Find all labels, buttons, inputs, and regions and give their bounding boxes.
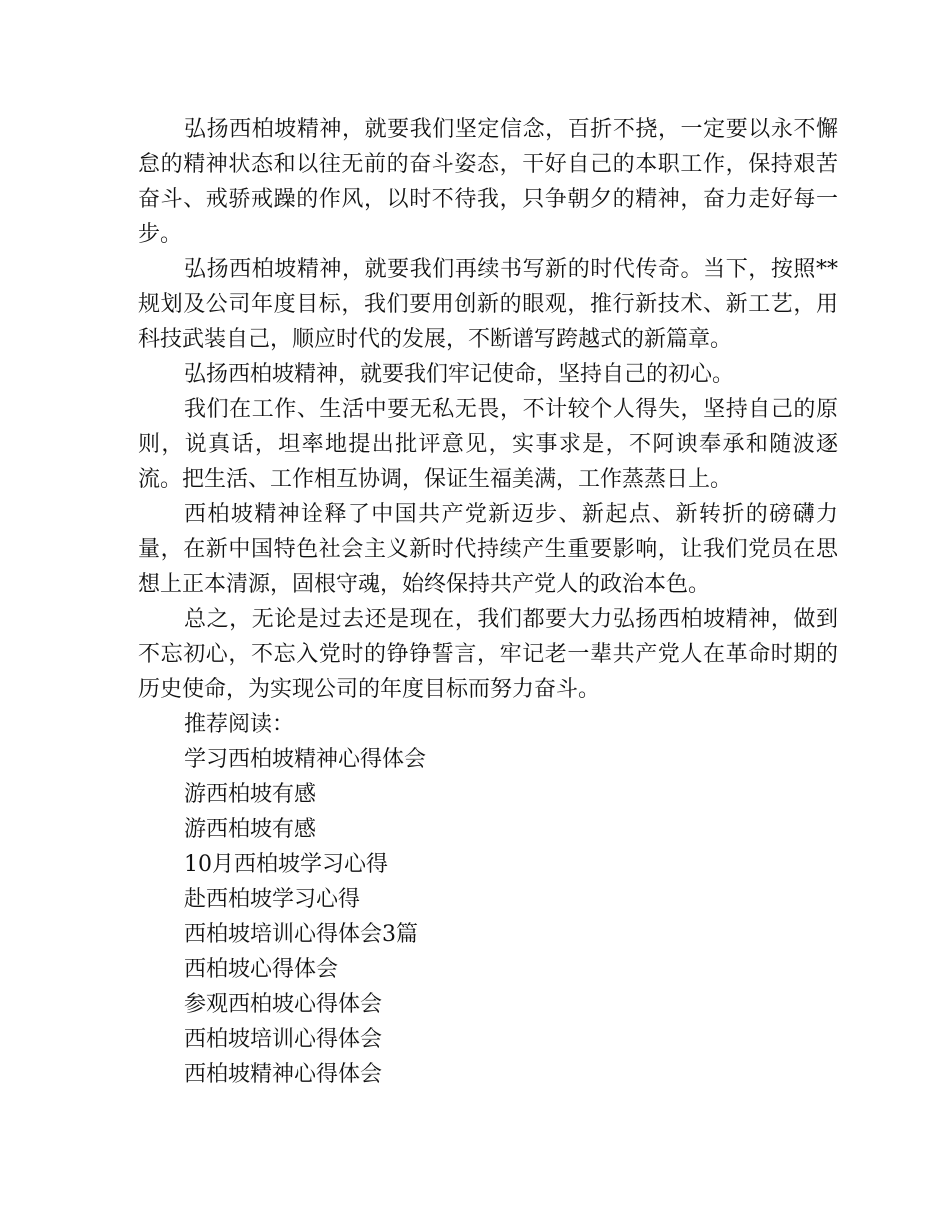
recommend-link[interactable]: 赴西柏坡学习心得: [184, 887, 361, 912]
recommend-link[interactable]: 西柏坡培训心得体会3篇: [184, 922, 418, 947]
recommend-link[interactable]: 游西柏坡有感: [184, 782, 317, 807]
recommend-link[interactable]: 10月西柏坡学习心得: [184, 852, 388, 877]
recommend-list: [138, 742, 838, 1092]
recommend-heading: 推荐阅读：: [184, 712, 295, 737]
paragraph: 弘扬西柏坡精神，就要我们牢记使命，坚持自己的初心。: [184, 362, 735, 387]
document-body: [138, 112, 838, 1092]
recommend-link[interactable]: 参观西柏坡心得体会: [184, 992, 383, 1017]
paragraph: 弘扬西柏坡精神，就要我们坚定信念，百折不挠，一定要以永不懈怠的精神状态和以往无前的奋斗姿态，干好自己的本职工作，保持艰苦奋斗、戒骄戒躁的作风，以时不待我，只争朝夕的精神，奋力走好每一步。: [138, 117, 838, 247]
paragraph: 弘扬西柏坡精神，就要我们再续书写新的时代传奇。当下，按照**规划及公司年度目标，我们要用创新的眼观，推行新技术、新工艺，用科技武装自己，顺应时代的发展，不断谱写跨越式的新篇章。: [138, 257, 838, 352]
recommend-link[interactable]: 西柏坡心得体会: [184, 957, 339, 982]
recommend-link[interactable]: 学习西柏坡精神心得体会: [184, 747, 427, 772]
recommend-link[interactable]: 西柏坡精神心得体会: [184, 1062, 383, 1087]
paragraph: 总之，无论是过去还是现在，我们都要大力弘扬西柏坡精神，做到不忘初心，不忘入党时的铮铮誓言，牢记老一辈共产党人在革命时期的历史使命，为实现公司的年度目标而努力奋斗。: [138, 607, 838, 702]
recommend-link[interactable]: 西柏坡培训心得体会: [184, 1027, 383, 1052]
paragraph: 西柏坡精神诠释了中国共产党新迈步、新起点、新转折的磅礴力量，在新中国特色社会主义新时代持续产生重要影响，让我们党员在思想上正本清源，固根守魂，始终保持共产党人的政治本色。: [138, 502, 838, 597]
paragraph: 我们在工作、生活中要无私无畏，不计较个人得失，坚持自己的原则，说真话，坦率地提出批评意见，实事求是，不阿谀奉承和随波逐流。把生活、工作相互协调，保证生福美满，工作蒸蒸日上。: [138, 397, 838, 492]
recommend-link[interactable]: 游西柏坡有感: [184, 817, 317, 842]
